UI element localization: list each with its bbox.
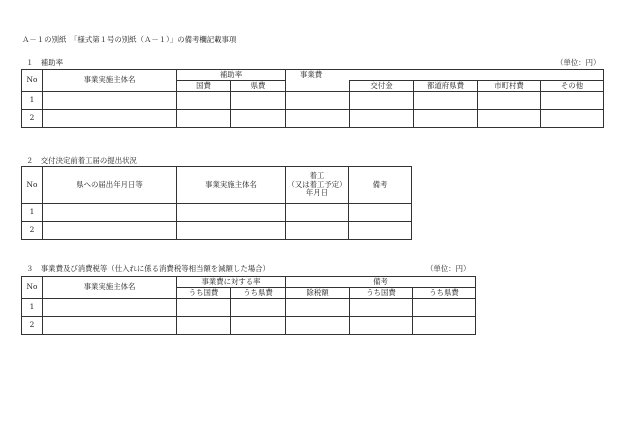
remarks-prefectural-cell[interactable] (413, 317, 476, 335)
col-no: No (22, 167, 43, 204)
col-other: その他 (541, 81, 604, 92)
table-row (22, 110, 604, 128)
municipal-cost-cell[interactable] (478, 110, 541, 128)
col-remarks-of-prefectural: うち県費 (413, 288, 476, 299)
section1-heading: １ 補助率 (26, 58, 63, 67)
national-cell[interactable] (177, 92, 231, 110)
row-number: 2 (22, 317, 43, 335)
table-row (22, 299, 476, 317)
col-subsidy-rate: 補助率 (177, 70, 286, 81)
other-cell[interactable] (541, 110, 604, 128)
tax-excluded-cell[interactable] (286, 317, 350, 335)
col-project-cost: 事業費 (286, 70, 604, 81)
pre-start-notice-table (21, 166, 412, 240)
table-row (22, 317, 476, 335)
cost-cell[interactable] (286, 92, 350, 110)
pref-cost-cell[interactable] (414, 110, 478, 128)
section3-unit-label: （単位：円） (426, 264, 471, 273)
row-number: 1 (22, 204, 43, 222)
start-date-line1: 着工 (309, 171, 325, 181)
col-no: No (22, 70, 43, 92)
grant-cell[interactable] (350, 110, 414, 128)
start-date-cell[interactable] (286, 222, 349, 240)
entity-cell[interactable] (43, 299, 177, 317)
document-title: Ａ－１の別紙 「様式第１号の別紙（Ａ－１）」の備考欄記載事項 (22, 35, 237, 44)
entity-cell[interactable] (177, 204, 286, 222)
of-prefectural-cell[interactable] (231, 317, 286, 335)
start-date-line3: 年月日 (305, 188, 329, 198)
section3-heading: ３ 事業費及び消費税等（仕入れに係る消費税等相当額を減額した場合） (26, 264, 270, 273)
col-entity-name: 事業実施主体名 (43, 70, 177, 92)
col-of-prefectural: うち県費 (231, 288, 286, 299)
entity-cell[interactable] (177, 222, 286, 240)
submission-date-cell[interactable] (43, 204, 177, 222)
row-number: 2 (22, 222, 43, 240)
col-remarks: 備考 (286, 277, 476, 288)
table-row (22, 222, 412, 240)
other-cell[interactable] (541, 92, 604, 110)
col-remarks: 備考 (349, 167, 412, 204)
tax-excluded-cell[interactable] (286, 299, 350, 317)
col-grant: 交付金 (350, 81, 414, 92)
row-number: 1 (22, 299, 43, 317)
prefectural-cell[interactable] (231, 110, 286, 128)
start-date-cell[interactable] (286, 204, 349, 222)
section2-heading: ２ 交付決定前着工届の提出状況 (26, 156, 137, 165)
entity-cell[interactable] (43, 317, 177, 335)
start-date-line2: （又は着工予定） (287, 179, 347, 189)
table-row (22, 204, 412, 222)
col-tax-excluded: 除税額 (286, 288, 350, 299)
of-national-cell[interactable] (177, 317, 231, 335)
pref-cost-cell[interactable] (414, 92, 478, 110)
municipal-cost-cell[interactable] (478, 92, 541, 110)
col-rate-to-cost: 事業費に対する率 (177, 277, 286, 288)
grant-cell[interactable] (350, 92, 414, 110)
table-row (22, 92, 604, 110)
remarks-prefectural-cell[interactable] (413, 299, 476, 317)
national-cell[interactable] (177, 110, 231, 128)
remarks-national-cell[interactable] (350, 299, 413, 317)
col-prefecture-cost: 都道府県費 (414, 81, 478, 92)
remarks-national-cell[interactable] (350, 317, 413, 335)
cost-subheader-blank (286, 81, 350, 92)
col-submission-date: 県への届出年月日等 (43, 167, 177, 204)
remarks-cell[interactable] (349, 222, 412, 240)
col-entity-name: 事業実施主体名 (177, 167, 286, 204)
col-entity-name: 事業実施主体名 (43, 277, 177, 299)
of-national-cell[interactable] (177, 299, 231, 317)
of-prefectural-cell[interactable] (231, 299, 286, 317)
col-no: No (22, 277, 43, 299)
col-prefectural-share: 県費 (231, 81, 286, 92)
prefectural-cell[interactable] (231, 92, 286, 110)
col-municipal-cost: 市町村費 (478, 81, 541, 92)
row-number: 2 (22, 110, 43, 128)
col-national-share: 国費 (177, 81, 231, 92)
entity-cell[interactable] (43, 92, 177, 110)
consumption-tax-table (21, 276, 476, 335)
cost-cell[interactable] (286, 110, 350, 128)
section1-unit-label: （単位：円） (556, 58, 601, 67)
entity-cell[interactable] (43, 110, 177, 128)
col-start-date (286, 167, 349, 204)
remarks-cell[interactable] (349, 204, 412, 222)
col-remarks-of-national: うち国費 (350, 288, 413, 299)
submission-date-cell[interactable] (43, 222, 177, 240)
col-of-national: うち国費 (177, 288, 231, 299)
subsidy-rate-table (21, 69, 604, 128)
row-number: 1 (22, 92, 43, 110)
